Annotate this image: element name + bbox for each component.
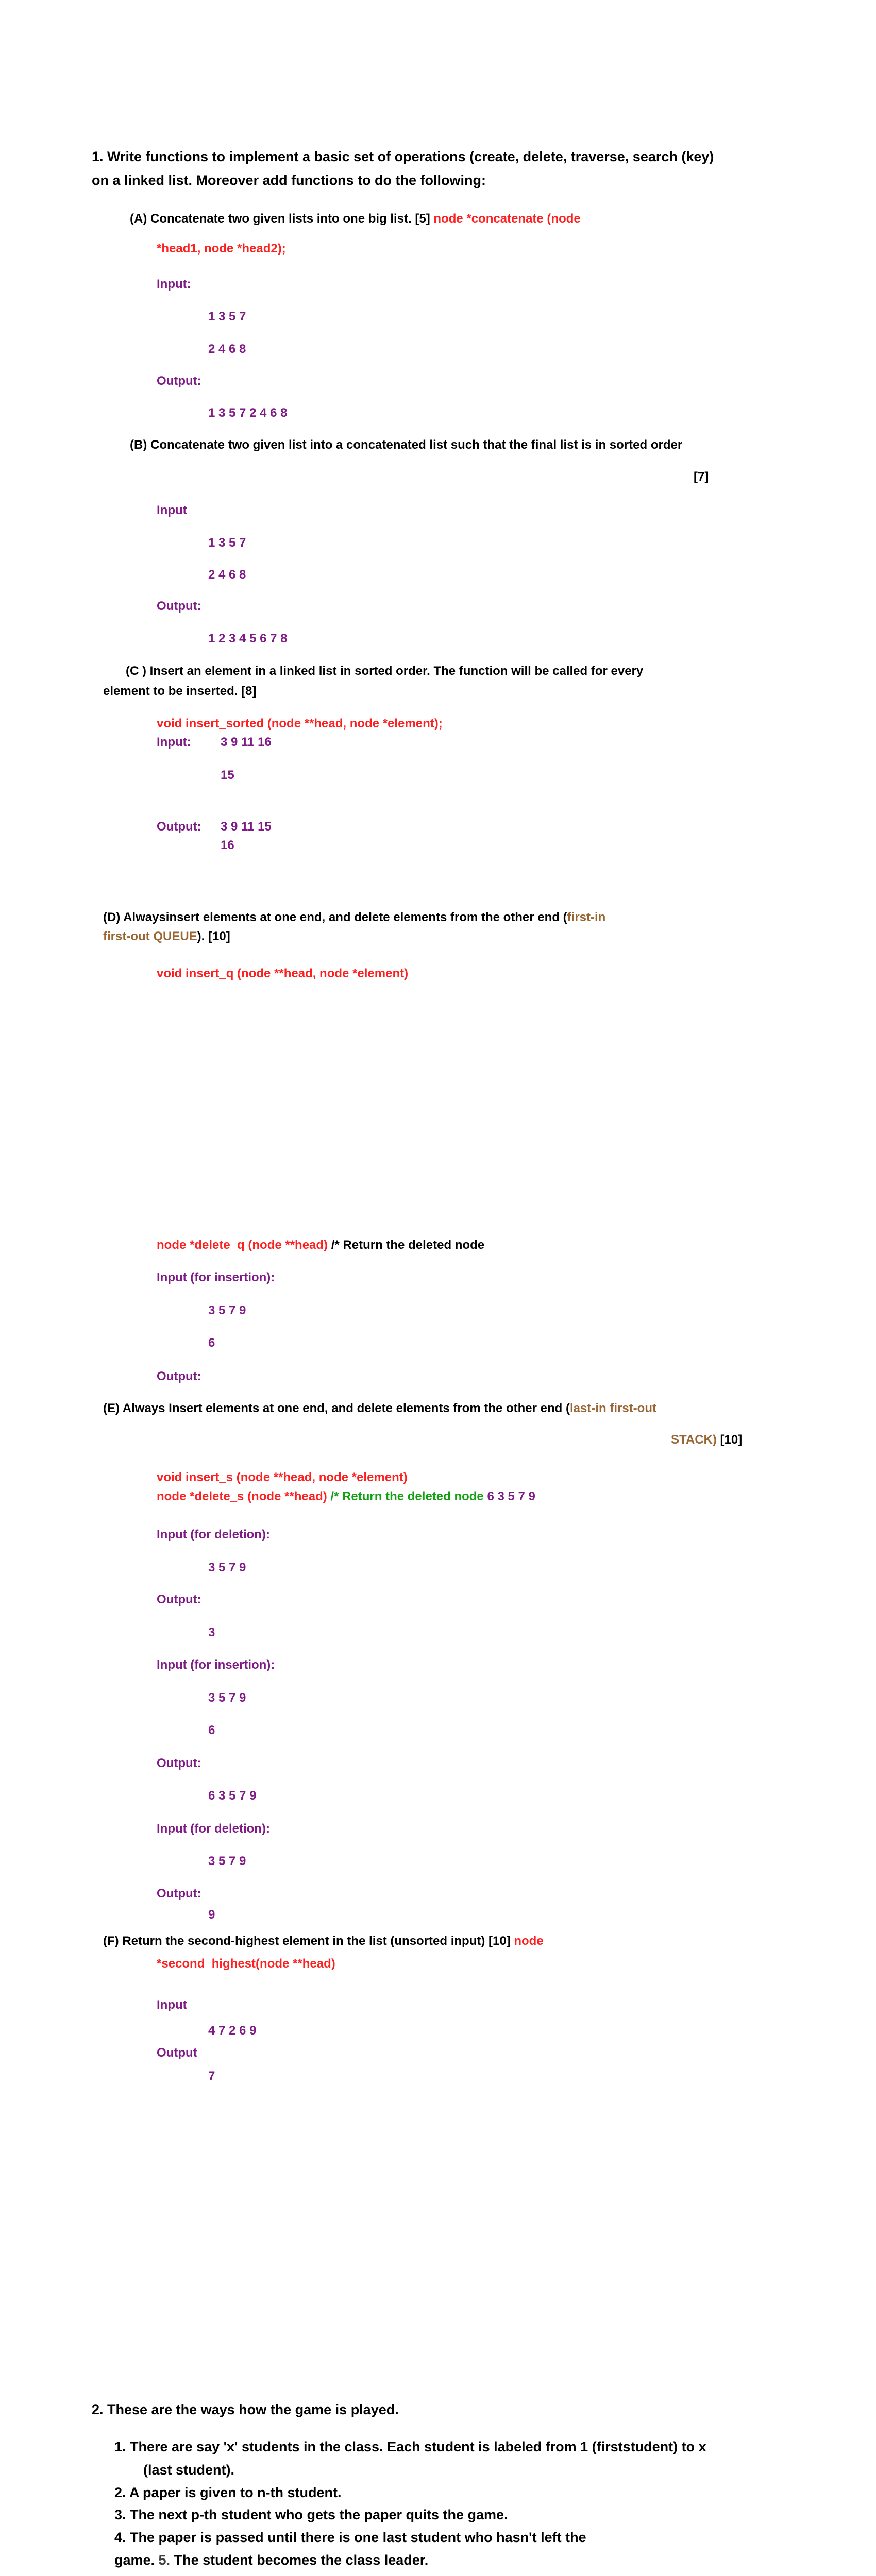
q1b-marks: [7] [694, 470, 709, 484]
q1a-output-list: 1 3 5 7 2 4 6 8 [208, 406, 288, 420]
q1c-output-line1: 3 9 11 15 [221, 820, 272, 834]
q1d-queue-term-part2: first-out QUEUE [103, 929, 197, 943]
q1d-description-line2 [103, 928, 230, 945]
q1f-description: (F) Return the second-highest element in the list (unsorted input) [10] [103, 1934, 511, 1948]
q1a-text [130, 210, 581, 228]
q1-intro-line1: 1. Write functions to implement a basic set of operations (create, delete, traverse, search (key) [92, 149, 714, 164]
q1e-insertion-input-element: 6 [208, 1723, 215, 1737]
q1f-signature-part1: node [514, 1934, 544, 1948]
q1b-output-list: 1 2 3 4 5 6 7 8 [208, 632, 288, 646]
q1e-description-line2 [671, 1431, 742, 1449]
q1e-insertion-input-list: 3 5 7 9 [208, 1691, 246, 1705]
q1e-output-label-3: Output: [157, 1887, 201, 1901]
q1-intro-line2: on a linked list. Moreover add functions to do the following: [92, 173, 486, 188]
q1e-deletion-input-1: 3 5 7 9 [208, 1561, 246, 1574]
q1d-input-list: 3 5 7 9 [208, 1303, 246, 1317]
q1e-marks: [10] [716, 1433, 743, 1447]
q1a-output-label: Output: [157, 374, 201, 388]
q1f-output-label: Output [157, 2046, 197, 2060]
q1a-description: (A) Concatenate two given lists into one big list. [5] [130, 212, 430, 226]
q1d-output-label: Output: [157, 1369, 201, 1383]
q1e-insertion-input-label: Input (for insertion): [157, 1658, 275, 1672]
q1c-output-line2: 16 [221, 838, 234, 852]
q1f-input-list: 4 7 2 6 9 [208, 2024, 257, 2038]
q1c-description-line2: element to be inserted. [8] [103, 684, 257, 698]
q1e-output-3: 9 [208, 1908, 215, 1922]
q2-rule-5-text: The student becomes the class leader. [170, 2552, 429, 2568]
q1d-queue-term-part1: first-in [567, 910, 606, 924]
q1d-input-element: 6 [208, 1336, 215, 1350]
q2-rule-2: 2. A paper is given to n-th student. [114, 2485, 342, 2500]
q1d-delete-comment: /* Return the deleted node [328, 1238, 485, 1252]
q2-rule-4: 4. The paper is passed until there is one last student who hasn't left the [114, 2530, 586, 2545]
q1c-signature: void insert_sorted (node **head, node *element); [157, 717, 443, 731]
q2-rule-4-continued [114, 2551, 428, 2569]
q1a-signature-part1: node *concatenate (node [433, 212, 581, 226]
q1c-description-line1: (C ) Insert an element in a linked list in sorted order. The function will be called for every [126, 664, 644, 678]
q1e-delete-signature: node *delete_s (node **head) [157, 1489, 327, 1503]
q1d-marks: ). [10] [197, 929, 230, 943]
q1e-deletion-input-label-1: Input (for deletion): [157, 1528, 270, 1541]
q1e-output-1: 3 [208, 1625, 215, 1639]
q1b-description: (B) Concatenate two given list into a concatenated list such that the final list is in sorted order [130, 438, 683, 452]
q2-rule-3: 3. The next p-th student who gets the paper quits the game. [114, 2507, 508, 2522]
q1b-output-label: Output: [157, 599, 201, 613]
q1e-trailing-values: 6 3 5 7 9 [483, 1489, 535, 1503]
q1c-input-list: 3 9 11 16 [221, 735, 272, 749]
q2-rule-4-end: game. [114, 2552, 155, 2568]
q1f-text-line [103, 1933, 544, 1950]
q1a-signature-part2: *head1, node *head2); [157, 242, 286, 256]
q2-title: 2. These are the ways how the game is played. [92, 2402, 399, 2417]
q1f-input-label: Input [157, 1998, 187, 2012]
q1e-insert-signature: void insert_s (node **head, node *element) [157, 1470, 408, 1484]
q1d-delete-signature: node *delete_q (node **head) [157, 1238, 328, 1252]
q1b-input-list2: 2 4 6 8 [208, 568, 246, 582]
q1d-input-label: Input (for insertion): [157, 1270, 275, 1284]
q2-rule-1-continued: (last student). [143, 2462, 235, 2478]
q1d-delete-line [157, 1236, 484, 1254]
q1f-signature-part2: *second_highest(node **head) [157, 1957, 335, 1971]
q1e-output-label-1: Output: [157, 1592, 201, 1606]
q2-rule-5-number: 5. [155, 2552, 171, 2568]
q1c-input-label: Input: [157, 735, 191, 749]
q1e-deletion-input-2: 3 5 7 9 [208, 1854, 246, 1868]
q1e-deletion-input-label-2: Input (for deletion): [157, 1822, 270, 1836]
q1d-insert-signature: void insert_q (node **head, node *element) [157, 967, 409, 980]
q1d-text-part1: (D) Alwaysinsert elements at one end, and delete elements from the other end ( [103, 910, 567, 924]
q1a-input-label: Input: [157, 277, 191, 291]
q1e-description-line1 [103, 1400, 656, 1417]
q1e-output-2: 6 3 5 7 9 [208, 1789, 257, 1803]
q1b-input-list1: 1 3 5 7 [208, 536, 246, 550]
q1a-input-list1: 1 3 5 7 [208, 310, 246, 324]
q1e-output-label-2: Output: [157, 1756, 201, 1770]
q1e-stack-term-part1: last-in first-out [570, 1401, 656, 1415]
q1f-output-value: 7 [208, 2069, 215, 2083]
q1e-stack-term-part2: STACK) [671, 1433, 717, 1447]
q1c-output-label: Output: [157, 820, 201, 834]
q1e-delete-comment: /* Return the deleted node [327, 1489, 484, 1503]
q1a-input-list2: 2 4 6 8 [208, 342, 246, 356]
q1e-text-part1: (E) Always Insert elements at one end, and delete elements from the other end ( [103, 1401, 570, 1415]
q2-rule-1: 1. There are say 'x' students in the class. Each student is labeled from 1 (firststudent) to x [114, 2439, 706, 2454]
q1c-input-element: 15 [221, 768, 234, 782]
q1e-delete-line [157, 1488, 535, 1505]
q1b-input-label: Input [157, 503, 187, 517]
q1d-description-line1 [103, 909, 605, 926]
